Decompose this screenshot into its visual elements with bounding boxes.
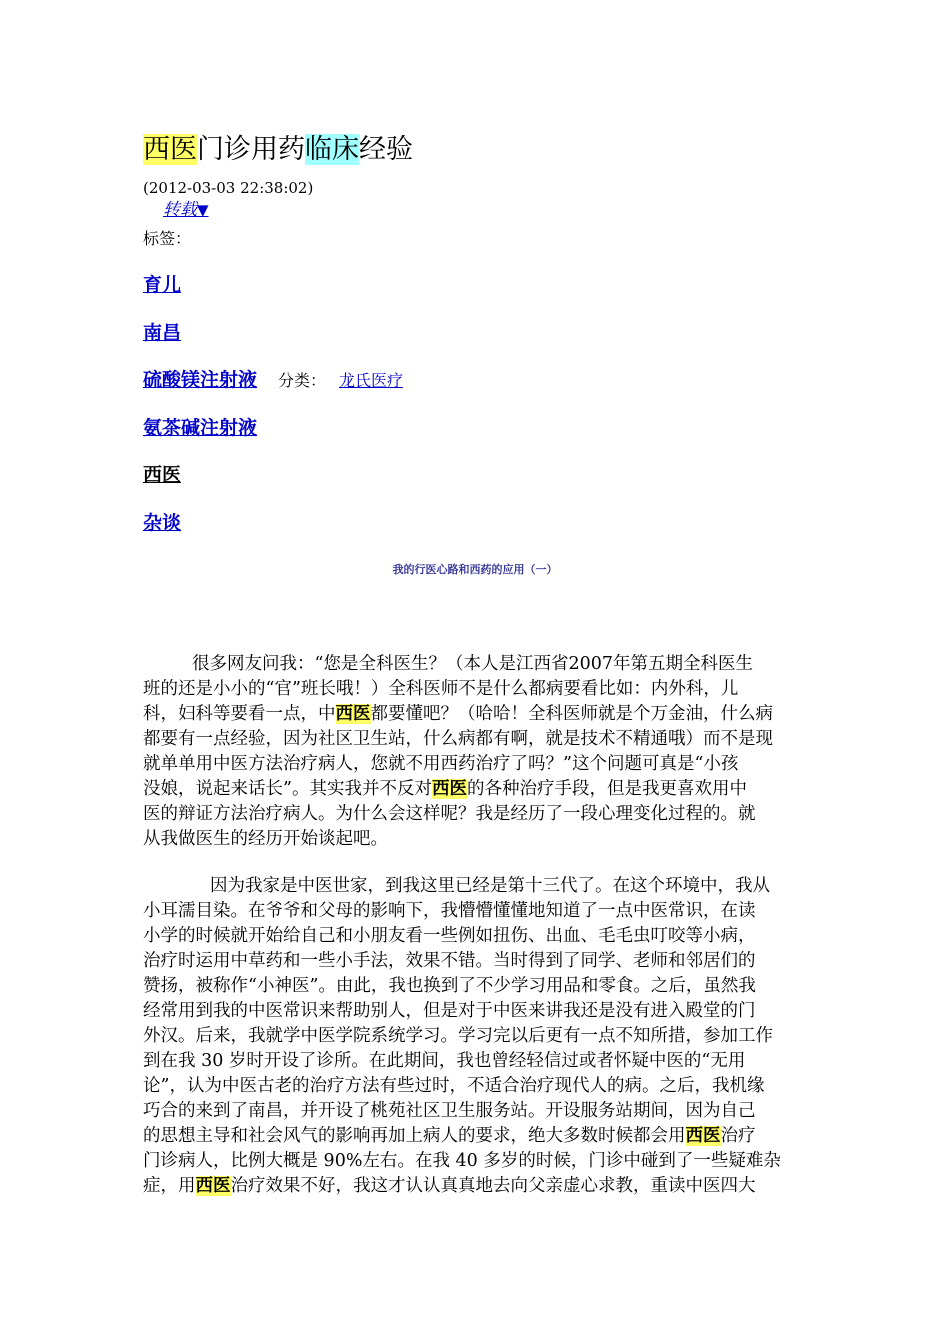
article-subtitle: 我的行医心路和西药的应用（一） (392, 563, 558, 576)
keyword-highlight: 西医 (195, 1176, 231, 1196)
post-date: (2012-03-03 22:38:02) (143, 179, 314, 197)
paragraph2-line: 小耳濡目染。在爷爷和父母的影响下，我懵懵懂懂地知道了一点中医常识，在读 (143, 901, 756, 921)
tag-link-aminophylline[interactable]: 氨茶碱注射液 (143, 417, 258, 439)
paragraph1-line: 班的还是小小的“官”班长哦！）全科医师不是什么都病要看比如：内外科，儿 (143, 679, 739, 699)
tag-link-magnesium-sulfate[interactable]: 硫酸镁注射液 (143, 369, 258, 391)
paragraph1-line: 科，妇科等要看一点，中西医都要懂吧？（哈哈！全科医师就是个万金油，什么病 (143, 704, 773, 724)
paragraph1-line: 就单单用中医方法治疗病人，您就不用西药治疗了吗？”这个问题可真是“小孩 (143, 754, 739, 774)
category-link[interactable]: 龙氏医疗 (339, 371, 404, 390)
paragraph2-line: 到在我 30 岁时开设了诊所。在此期间，我也曾经轻信过或者怀疑中医的“无用 (143, 1051, 746, 1071)
paragraph1-line: 医的辩证方法治疗病人。为什么会这样呢？我是经历了一段心理变化过程的。就 (143, 804, 756, 824)
tag-link-xiyi[interactable]: 西医 (143, 464, 182, 486)
tag-link-zatan[interactable]: 杂谈 (143, 512, 182, 534)
title-text: 门诊用药 (197, 134, 305, 165)
keyword-highlight: 西医 (431, 779, 467, 799)
tags-label: 标签： (143, 229, 192, 248)
category-label: 分类： (278, 371, 327, 390)
paragraph2-line: 的思想主导和社会风气的影响再加上病人的要求，绝大多数时候都会用西医治疗 (143, 1126, 756, 1146)
paragraph2-line: 门诊病人，比例大概是 90%左右。在我 40 多岁的时候，门诊中碰到了一些疑难杂 (143, 1151, 781, 1171)
paragraph2-line: 因为我家是中医世家，到我这里已经是第十三代了。在这个环境中，我从 (210, 876, 770, 896)
paragraph2-line: 经常用到我的中医常识来帮助别人，但是对于中医来讲我还是没有进入殿堂的门 (143, 1001, 756, 1021)
title-highlight-linchuang: 临床 (305, 134, 359, 165)
keyword-highlight: 西医 (335, 704, 371, 724)
paragraph2-line: 症，用西医治疗效果不好，我这才认认真真地去向父亲虚心求教，重读中医四大 (143, 1176, 756, 1196)
article-title (143, 132, 413, 168)
title-highlight-xiyi: 西医 (143, 134, 197, 165)
paragraph1-line: 都要有一点经验，因为社区卫生站，什么病都有啊，就是技术不精通哦）而不是现 (143, 729, 773, 749)
paragraph2-line: 论”，认为中医古老的治疗方法有些过时，不适合治疗现代人的病。之后，我机缘 (143, 1076, 765, 1096)
paragraph1-line: 没娘，说起来话长”。其实我并不反对西医的各种治疗手段，但是我更喜欢用中 (143, 779, 747, 799)
title-text-end: 经验 (359, 134, 413, 165)
paragraph2-line: 治疗时运用中草药和一些小手法，效果不错。当时得到了同学、老师和邻居们的 (143, 951, 756, 971)
repost-link[interactable] (163, 199, 209, 221)
paragraph1-line: 从我做医生的经历开始谈起吧。 (143, 829, 388, 849)
tag-link-yuer[interactable]: 育儿 (143, 274, 182, 296)
paragraph2-line: 小学的时候就开始给自己和小朋友看一些例如扭伤、出血、毛毛虫叮咬等小病， (143, 926, 756, 946)
paragraph2-line: 巧合的来到了南昌，并开设了桃苑社区卫生服务站。开设服务站期间，因为自己 (143, 1101, 756, 1121)
paragraph2-line: 外汉。后来，我就学中医学院系统学习。学习完以后更有一点不知所措，参加工作 (143, 1026, 773, 1046)
keyword-highlight: 西医 (685, 1126, 721, 1146)
triangle-down-icon: ▼ (197, 201, 209, 219)
paragraph2-line: 赞扬，被称作“小神医”。由此，我也换到了不少学习用品和零食。之后，虽然我 (143, 976, 756, 996)
paragraph1-line: 很多网友问我：“您是全科医生？（本人是江西省2007年第五期全科医生 (192, 654, 753, 674)
tag-link-nanchang[interactable]: 南昌 (143, 322, 182, 344)
repost-label: 转载 (163, 200, 197, 220)
